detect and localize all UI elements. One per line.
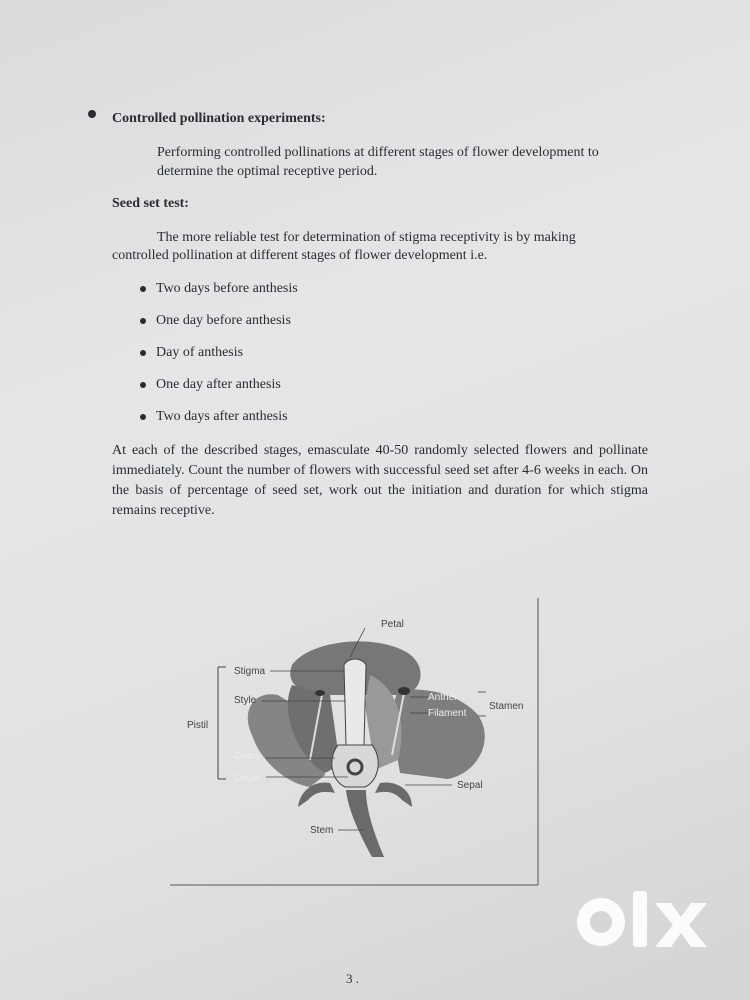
list-bullet: [140, 382, 146, 388]
section-heading-controlled-pollination: Controlled pollination experiments:: [112, 111, 326, 126]
flower-diagram: [160, 595, 550, 890]
section1-body-line2: determine the optimal receptive period.: [157, 164, 378, 179]
list-bullet: [140, 414, 146, 420]
label-anther: Anther: [428, 692, 458, 703]
olx-watermark-logo: [575, 885, 715, 955]
bullet-marker: [88, 110, 96, 118]
label-filament: Filament: [428, 708, 467, 719]
sepal-shape: [375, 783, 412, 807]
label-petal: Petal: [381, 619, 404, 630]
procedure-paragraph: At each of the described stages, emasculate 40-50 randomly selected flowers and pollinate immediately. Count the number of flowers with successful seed set after 4-6 weeks in each. On the basis of percentage of seed set, work out the initiation and duration for which stigma remains receptive.: [112, 443, 648, 518]
label-ovary: Ovary: [234, 751, 261, 762]
section2-body-line1: The more reliable test for determination of stigma receptivity is by making: [157, 230, 576, 245]
section1-body-line1: Performing controlled pollinations at different stages of flower development to: [157, 145, 599, 160]
label-stem: Stem: [310, 825, 334, 836]
label-pistil: Pistil: [187, 720, 209, 731]
stem-shape: [346, 790, 384, 857]
section2-body-line2: controlled pollination at different stages of flower development i.e.: [112, 248, 488, 263]
list-bullet: [140, 318, 146, 324]
label-stigma: Stigma: [234, 666, 266, 677]
list-item: One day after anthesis: [156, 377, 281, 392]
list-item: Two days after anthesis: [156, 409, 288, 424]
list-item: Two days before anthesis: [156, 281, 298, 296]
label-style: Style: [234, 695, 257, 706]
list-item: One day before anthesis: [156, 313, 291, 328]
label-sepal: Sepal: [457, 780, 483, 791]
section-heading-seed-set: Seed set test:: [112, 196, 189, 211]
page-number: 3 .: [346, 971, 359, 986]
list-bullet: [140, 286, 146, 292]
label-ovule: Ovule: [234, 773, 261, 784]
list-item: Day of anthesis: [156, 345, 244, 360]
ovary-shape: [332, 745, 378, 787]
label-stamen: Stamen: [489, 701, 524, 712]
sepal-shape: [298, 782, 335, 807]
pistil-shape: [344, 659, 366, 745]
list-bullet: [140, 350, 146, 356]
